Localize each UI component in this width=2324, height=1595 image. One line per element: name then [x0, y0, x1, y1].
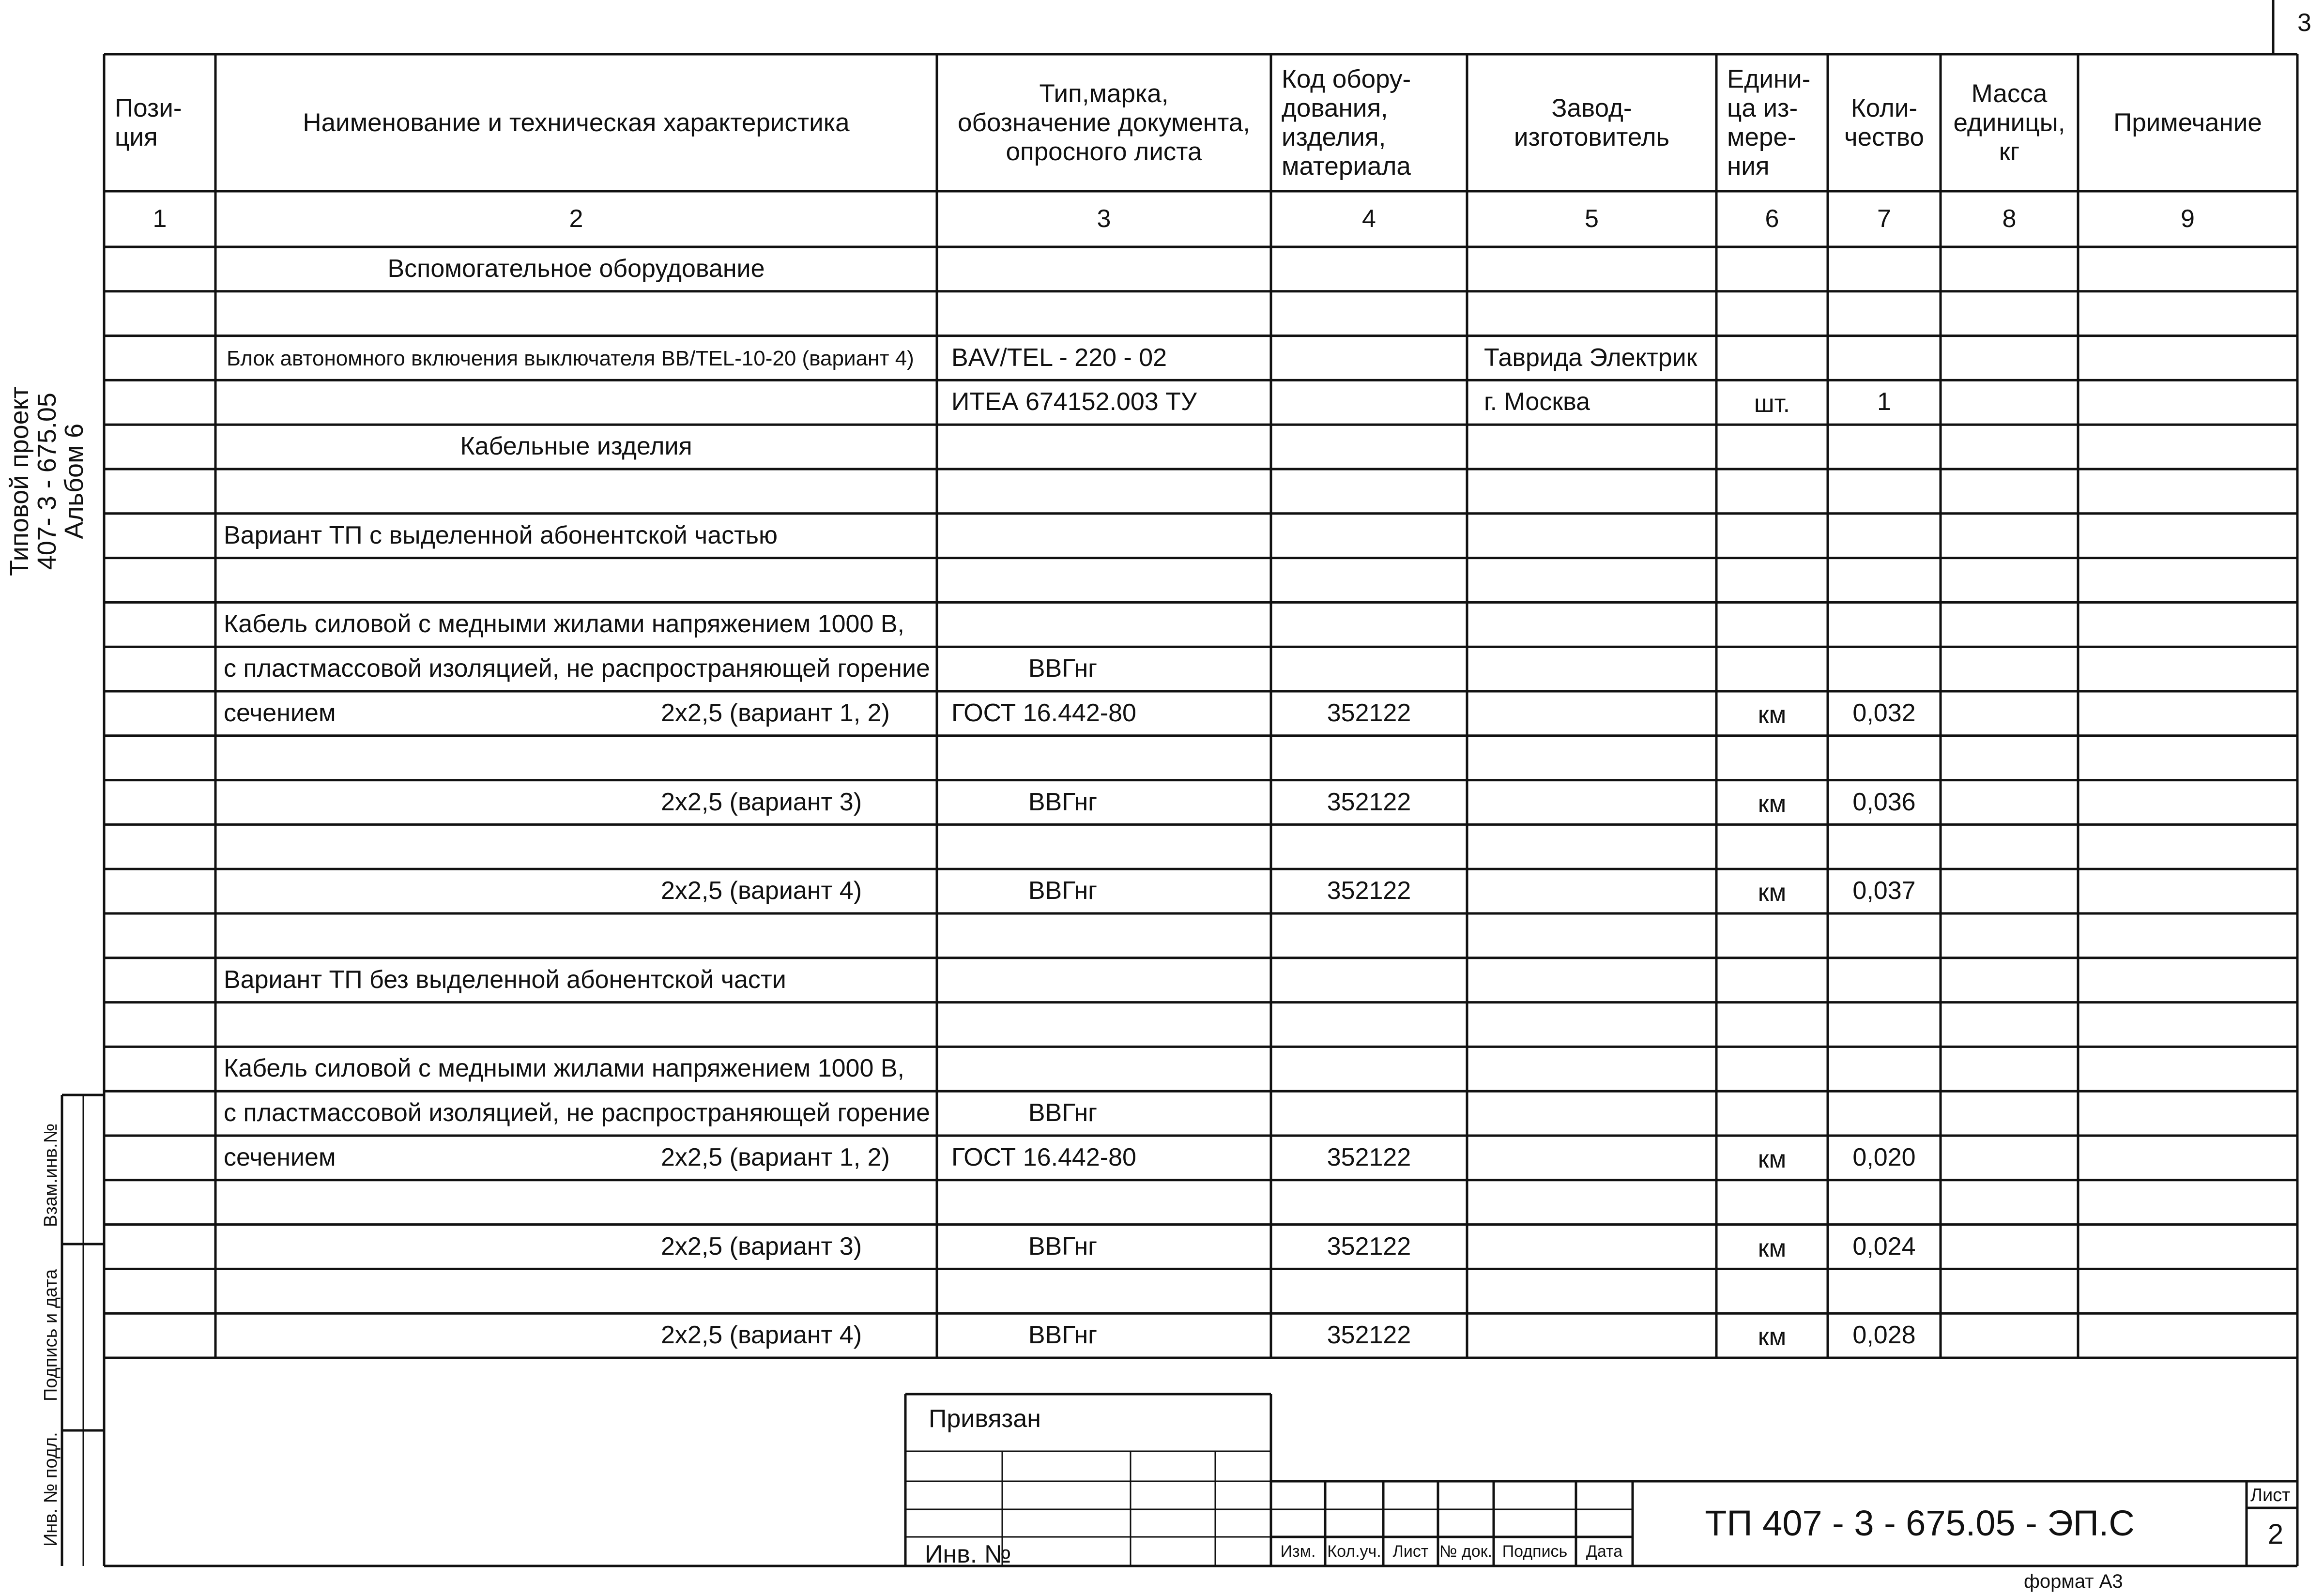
row-type: ВВГнг: [1028, 654, 1098, 683]
row-name: Кабель силовой с медными жилами напряжением 1000 В,: [224, 610, 904, 638]
header-col3-line: Тип,марка,: [1039, 79, 1169, 108]
row-spec: 2х2,5 (вариант 3): [661, 788, 862, 816]
header-col7-line: Коли-: [1850, 93, 1918, 122]
row-unit: км: [1758, 1323, 1787, 1352]
row-type: ГОСТ 16.442-80: [951, 699, 1136, 727]
header-col5-line: Завод-: [1551, 93, 1632, 122]
row-unit: км: [1758, 1145, 1787, 1173]
revision-label: Лист: [1392, 1542, 1429, 1561]
header-col4-line: дования,: [1282, 93, 1388, 122]
row-name: Вариант ТП с выделенной абонентской частью: [224, 521, 778, 549]
row-unit: км: [1758, 879, 1787, 907]
side-title: [6, 386, 88, 576]
row-type: BAV/TEL - 220 - 02: [951, 343, 1167, 372]
row-name: Вспомогательное оборудование: [387, 255, 765, 283]
page-number: 3: [2297, 9, 2311, 37]
header-col1-line: Пози-: [115, 93, 182, 122]
row-name: с пластмассовой изоляцией, не распространяющей горение: [224, 1099, 930, 1127]
row-qty: 0,037: [1852, 877, 1916, 905]
row-code: 352122: [1327, 1143, 1411, 1171]
row-type: ВВГнг: [1028, 788, 1098, 816]
revision-label: Кол.уч.: [1327, 1542, 1381, 1561]
row-name: Кабельные изделия: [460, 432, 692, 461]
header-col3-line: опросного листа: [1006, 137, 1202, 166]
row-unit: км: [1758, 1234, 1787, 1262]
header-col4-line: материала: [1282, 152, 1411, 181]
sheet-number: 2: [2267, 1519, 2284, 1550]
header-col6-line: мере-: [1727, 122, 1796, 152]
side-title-line3: Альбом 6: [60, 423, 89, 539]
side-title-line1: Типовой проект: [5, 386, 34, 576]
row-unit: шт.: [1754, 390, 1790, 418]
format-label: формат А3: [2024, 1571, 2123, 1592]
row-qty: 0,032: [1852, 699, 1916, 727]
row-unit: км: [1758, 701, 1787, 729]
row-type: ГОСТ 16.442-80: [951, 1143, 1136, 1171]
row-code: 352122: [1327, 788, 1411, 816]
header-col8-line: кг: [1999, 137, 2020, 166]
revision-label: Подпись: [1502, 1542, 1568, 1561]
header-col5-line: изготовитель: [1514, 122, 1670, 152]
header-col2-line: Наименование и техническая характеристика: [303, 108, 850, 137]
stamp-vzam-inv: Взам.инв.№: [41, 1123, 61, 1227]
row-name: с пластмассовой изоляцией, не распространяющей горение: [224, 654, 930, 683]
column-number: 4: [1362, 205, 1376, 233]
sheet-label: Лист: [2250, 1485, 2291, 1505]
revision-label: № док.: [1439, 1542, 1492, 1561]
row-maker: Таврида Электрик: [1484, 343, 1697, 372]
column-number: 9: [2181, 205, 2195, 233]
row-name: сечением: [224, 699, 336, 727]
header-col4-line: Код обору-: [1282, 64, 1411, 93]
column-number: 5: [1585, 205, 1599, 233]
column-number: 1: [153, 205, 167, 233]
row-code: 352122: [1327, 877, 1411, 905]
revision-label: Изм.: [1280, 1542, 1316, 1561]
header-col7-line: чество: [1844, 122, 1924, 152]
row-spec: 2х2,5 (вариант 4): [661, 877, 862, 905]
row-code: 352122: [1327, 699, 1411, 727]
row-unit: км: [1758, 790, 1787, 818]
row-qty: 0,028: [1852, 1321, 1916, 1350]
side-title-line2: 407- 3 - 675.05: [32, 393, 61, 570]
header-col9-line: Примечание: [2113, 108, 2262, 137]
row-qty: 0,020: [1852, 1143, 1916, 1171]
row-spec: 2х2,5 (вариант 1, 2): [661, 1143, 890, 1171]
row-qty: 0,036: [1852, 788, 1916, 816]
row-spec: 2х2,5 (вариант 3): [661, 1232, 862, 1261]
column-number: 6: [1765, 205, 1779, 233]
row-qty: 1: [1877, 388, 1891, 416]
column-number: 8: [2002, 205, 2017, 233]
row-name: Блок автономного включения выключателя ВВ/TEL-10-20 (вариант 4): [227, 346, 914, 370]
row-name: Вариант ТП без выделенной абонентской части: [224, 965, 786, 994]
row-qty: 0,024: [1852, 1232, 1916, 1261]
row-name: сечением: [224, 1143, 336, 1171]
row-maker: г. Москва: [1484, 388, 1590, 416]
header-col6-line: ния: [1727, 152, 1770, 181]
header-col6-line: ца из-: [1727, 93, 1798, 122]
row-spec: 2х2,5 (вариант 1, 2): [661, 699, 890, 727]
row-name: Кабель силовой с медными жилами напряжением 1000 В,: [224, 1054, 904, 1083]
header-col4-line: изделия,: [1282, 122, 1386, 152]
row-code: 352122: [1327, 1321, 1411, 1350]
row-code: 352122: [1327, 1232, 1411, 1261]
column-number: 7: [1877, 205, 1891, 233]
stamp-podpis-data: Подпись и дата: [41, 1269, 61, 1401]
header-col3-line: обозначение документа,: [958, 108, 1250, 137]
privyazan-label: Привязан: [929, 1405, 1041, 1433]
row-type: ВВГнг: [1028, 877, 1098, 905]
inv-no-label: Инв. №: [925, 1540, 1011, 1568]
row-type: ВВГнг: [1028, 1321, 1098, 1350]
header-col1-line: ция: [115, 122, 158, 152]
row-type: ВВГнг: [1028, 1099, 1098, 1127]
column-number: 2: [569, 205, 583, 233]
row-spec: 2х2,5 (вариант 4): [661, 1321, 862, 1350]
row-type: ВВГнг: [1028, 1232, 1098, 1261]
header-col8-line: Масса: [1971, 79, 2048, 108]
document-code: ТП 407 - 3 - 675.05 - ЭП.С: [1705, 1503, 2135, 1543]
header-col6-line: Едини-: [1727, 64, 1811, 93]
stamp-inv-podl: Инв. № подл.: [41, 1432, 61, 1547]
header-col8-line: единицы,: [1953, 108, 2065, 137]
row-type: ИТЕА 674152.003 ТУ: [951, 388, 1197, 416]
column-number: 3: [1097, 205, 1111, 233]
revision-label: Дата: [1586, 1542, 1623, 1561]
